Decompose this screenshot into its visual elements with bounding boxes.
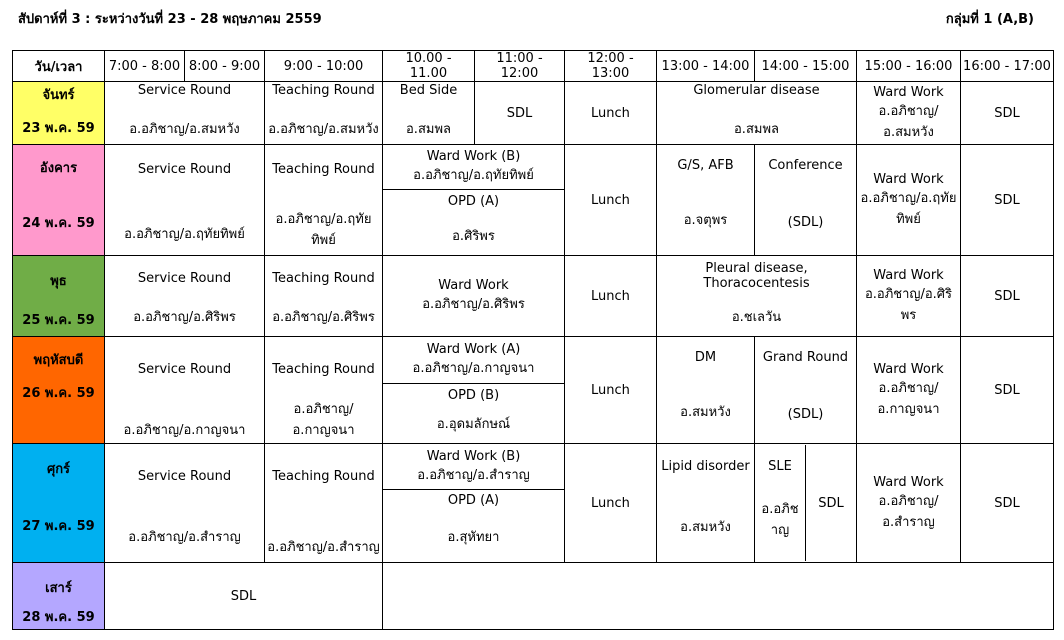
thu-grand-round: Grand Round (SDL) [755, 337, 857, 444]
col-header-1300: 13:00 - 14:00 [657, 51, 755, 82]
wed-service-round: Service Round อ.อภิชาญ/อ.ศิริพร [105, 256, 265, 337]
day-cell-monday [13, 82, 105, 145]
day-date: 24 พ.ค. 59 [22, 216, 95, 231]
tue-sdl-1600: SDL [961, 145, 1054, 256]
day-date: 23 พ.ค. 59 [22, 121, 95, 136]
fri-lunch: Lunch [565, 444, 657, 563]
row-thursday [13, 337, 1054, 384]
col-header-1000: 10.00 - 11.00 [383, 51, 475, 82]
day-cell-tuesday [13, 145, 105, 256]
fri-sdl-1430: SDL [818, 495, 844, 511]
tue-teaching-round: Teaching Round อ.อภิชาญ/อ.ฤทัยทิพย์ [265, 145, 383, 256]
thu-opd-b: OPD (B) อ.อุดมลักษณ์ [383, 384, 565, 444]
mon-teaching-round: Teaching Round อ.อภิชาญ/อ.สมหวัง [265, 82, 383, 145]
col-header-0800: 8:00 - 9:00 [185, 51, 265, 82]
row-saturday [13, 563, 1054, 630]
col-header-0700: 7:00 - 8:00 [105, 51, 185, 82]
tue-lunch: Lunch [565, 145, 657, 256]
mon-sdl-1600: SDL [961, 82, 1054, 145]
fri-ward-work: Ward Work อ.อภิชาญ/อ.สำราญ [857, 444, 961, 563]
row-wednesday [13, 256, 1054, 337]
fri-opd-a: OPD (A) อ.สุหัทยา [383, 490, 565, 563]
col-header-1400: 14:00 - 15:00 [755, 51, 857, 82]
thu-sdl-1600: SDL [961, 337, 1054, 444]
row-tuesday [13, 145, 1054, 190]
tue-conference: Conference (SDL) [755, 145, 857, 256]
thu-service-round: Service Round อ.อภิชาญ/อ.กาญจนา [105, 337, 265, 444]
day-date: 27 พ.ค. 59 [22, 519, 95, 534]
tue-opd-a: OPD (A) อ.ศิริพร [383, 190, 565, 256]
thu-lunch: Lunch [565, 337, 657, 444]
mon-lunch: Lunch [565, 82, 657, 145]
tue-service-round: Service Round อ.อภิชาญ/อ.ฤทัยทิพย์ [105, 145, 265, 256]
row-friday [13, 444, 1054, 490]
fri-lipid: Lipid disorder อ.สมหวัง [657, 444, 755, 563]
col-header-1500: 15:00 - 16:00 [857, 51, 961, 82]
thu-teaching-round: Teaching Round อ.อภิชาญ/อ.กาญจนา [265, 337, 383, 444]
tue-ward-work: Ward Work อ.อภิชาญ/อ.ฤทัยทิพย์ [857, 145, 961, 256]
thu-ward-work: Ward Work อ.อภิชาญ/อ.กาญจนา [857, 337, 961, 444]
sat-sdl: SDL [105, 563, 383, 630]
wed-ward-work-am: Ward Work อ.อภิชาญ/อ.ศิริพร [383, 256, 565, 337]
group-label: กลุ่มที่ 1 (A,B) [945, 12, 1034, 27]
day-date: 28 พ.ค. 59 [22, 610, 95, 625]
wed-teaching-round: Teaching Round อ.อภิชาญ/อ.ศิริพร [265, 256, 383, 337]
wed-pleural: Pleural disease, Thoracocentesis อ.ชเลวัน [657, 256, 857, 337]
schedule-table [12, 50, 1054, 630]
day-name: ศุกร์ [46, 462, 71, 477]
tue-gs-afb: G/S, AFB อ.จตุพร [657, 145, 755, 256]
wed-lunch: Lunch [565, 256, 657, 337]
mon-sdl-1100: SDL [475, 82, 565, 145]
day-cell-thursday [13, 337, 105, 444]
day-cell-saturday [13, 563, 105, 630]
day-name: เสาร์ [45, 581, 72, 596]
day-cell-friday [13, 444, 105, 563]
day-name: พฤหัสบดี [33, 353, 84, 368]
thu-dm: DM อ.สมหวัง [657, 337, 755, 444]
fri-service-round: Service Round อ.อภิชาญ/อ.สำราญ [105, 444, 265, 563]
fri-sdl-1600: SDL [961, 444, 1054, 563]
schedule-title: สัปดาห์ที่ 3 : ระหว่างวันที่ 23 - 28 พฤษภาคม 2559 [18, 12, 322, 27]
day-name: จันทร์ [42, 88, 75, 103]
day-date: 26 พ.ค. 59 [22, 386, 95, 401]
col-header-1600: 16:00 - 17:00 [961, 51, 1054, 82]
fri-sle: SLE อ.อภิชาญ [755, 445, 806, 561]
col-header-0900: 9:00 - 10:00 [265, 51, 383, 82]
col-header-day: วัน/เวลา [13, 51, 105, 82]
day-date: 25 พ.ค. 59 [22, 313, 95, 328]
wed-sdl-1600: SDL [961, 256, 1054, 337]
fri-ward-work-b: Ward Work (B) อ.อภิชาญ/อ.สำราญ [383, 444, 565, 490]
col-header-1100: 11:00 - 12:00 [475, 51, 565, 82]
tue-ward-work-b: Ward Work (B) อ.อภิชาญ/อ.ฤทัยทิพย์ [383, 145, 565, 190]
day-name: พุธ [50, 274, 67, 289]
row-monday [13, 82, 1054, 145]
fri-sle-split [755, 444, 857, 563]
col-header-1200: 12:00 - 13:00 [565, 51, 657, 82]
header-row [13, 51, 1054, 82]
mon-glomerular: Glomerular disease อ.สมพล [657, 82, 857, 145]
mon-service-round: Service Round อ.อภิชาญ/อ.สมหวัง [105, 82, 265, 145]
sat-empty [383, 563, 1054, 630]
day-name: อังคาร [39, 161, 78, 176]
mon-bedside: Bed Side อ.สมพล [383, 82, 475, 145]
wed-ward-work: Ward Work อ.อภิชาญ/อ.ศิริพร [857, 256, 961, 337]
day-cell-wednesday [13, 256, 105, 337]
mon-ward-work: Ward Work อ.อภิชาญ/อ.สมหวัง [857, 82, 961, 145]
thu-ward-work-a: Ward Work (A) อ.อภิชาญ/อ.กาญจนา [383, 337, 565, 384]
fri-teaching-round: Teaching Round อ.อภิชาญ/อ.สำราญ [265, 444, 383, 563]
